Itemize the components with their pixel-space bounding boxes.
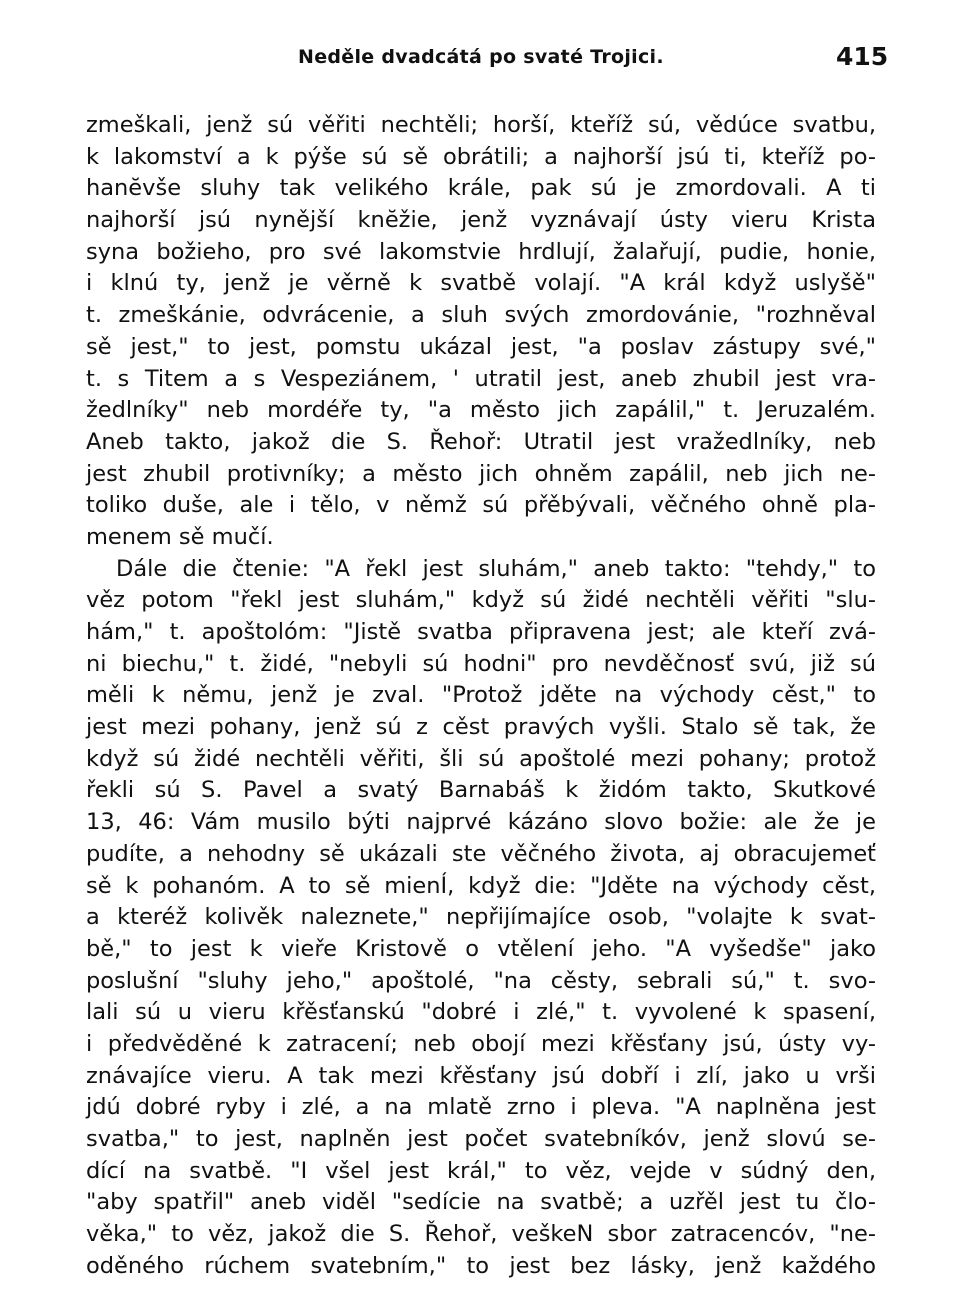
text-line: měli k němu, jenž je zval. "Protož jděte na východy cěst," to — [86, 682, 876, 709]
text-line: Dále die čtenie: "A řekl jest sluhám," aneb takto: "tehdy," to — [116, 555, 876, 582]
text-line: najhorší jsú nynější knĕžie, jenž vyznávají ústy vieru Krista — [86, 207, 876, 234]
text-line: jest mezi pohany, jenž sú z cěst pravých vyšli. Stalo sě tak, že — [86, 714, 876, 741]
running-title: Neděle dvadcátá po svaté Trojici. — [298, 46, 664, 68]
text-line: a kteréž kolivěk naleznete," nepřijímajíce osob, "volajte k svat- — [86, 904, 876, 931]
text-line: sě k pohanóm. A to sě mienÍ, když die: "Jděte na východy cěst, — [86, 872, 876, 899]
text-line: lali sú u vieru křěsťanskú "dobré i zlé," t. vyvolené k spasení, — [86, 999, 876, 1026]
text-line: i předvěděné k zatracení; neb obojí mezi křěsťany jsú, ústy vy- — [86, 1030, 876, 1057]
text-line: oděného rúchem svatebním," to jest bez lásky, jenž každého — [86, 1252, 876, 1279]
text-line: syna božieho, pro své lakomstvie hrdlují, žalařují, pudie, honie, — [86, 238, 876, 265]
text-line: t. zmeškánie, odvrácenie, a sluh svých zmordovánie, "rozhněval — [86, 302, 876, 329]
page-number: 415 — [836, 42, 889, 71]
text-line: k lakomství a k pýše sú sě obrátili; a najhorší jsú ti, kteříž po- — [86, 143, 876, 170]
text-line: 13, 46: Vám musilo býti najprvé kázáno slovo božie: ale že je — [86, 809, 876, 836]
text-line: svatba," to jest, naplněn jest počet svatebníkóv, jenž slovú se- — [86, 1126, 876, 1152]
text-line: zmeškali, jenž sú věřiti nechtěli; horší, kteříž sú, vědúce svatbu, — [86, 112, 876, 138]
text-line: ni biechu," t. židé, "nebyli sú hodni" pro nevděčnosť svú, již sú — [86, 650, 876, 677]
text-line: i klnú ty, jenž je věrně k svatbě volají. "A král když uslyšě" — [86, 270, 876, 297]
text-line: znávajíce vieru. A tak mezi křěsťany jsú dobří i zlí, jako u vrši — [86, 1062, 876, 1089]
text-line: hanĕvše sluhy tak velikého krále, pak sú je zmordovali. A ti — [86, 175, 876, 202]
text-line: bě," to jest k vieře Kristově o vtělení jeho. "A vyšedše" jako — [86, 935, 876, 962]
text-line: řekli sú S. Pavel a svatý Barnabáš k židóm takto, Skutkové — [86, 777, 876, 804]
text-line: sě jest," to jest, pomstu ukázal jest, "a poslav zástupy své," — [86, 333, 876, 360]
text-line: věz potom "řekl jest sluhám," když sú židé nechtěli věřiti "slu- — [86, 587, 876, 614]
text-line: menem sě mučí. — [86, 523, 274, 550]
body-text — [86, 110, 876, 1282]
text-line: "aby spatřil" aneb viděl "sedície na svatbě; a uzřěl jest tu člo- — [86, 1189, 876, 1216]
text-line: t. s Titem a s Vespeziánem, ' utratil jest, aneb zhubil jest vra- — [86, 365, 876, 392]
text-line: jdú dobré ryby i zlé, a na mlatě zrno i pleva. "A naplněna jest — [86, 1094, 876, 1121]
text-line: Aneb takto, jakož die S. Řehoř: Utratil jest vražedlníky, neb — [86, 428, 876, 455]
text-line: poslušní "sluhy jeho," apoštolé, "na cěsty, sebrali sú," t. svo- — [86, 967, 876, 994]
text-line: pudíte, a nehodny sě ukázali ste věčného života, aj obracujemeť — [86, 840, 876, 867]
text-line: toliko duše, ale i tělo, v němž sú přěbývali, věčného ohně pla- — [86, 492, 876, 519]
text-line: hám," t. apoštolóm: "Jistě svatba připravena jest; ale kteří zvá- — [86, 619, 876, 645]
text-line: jest zhubil protivníky; a město jich ohněm zapálil, neb jich ne- — [86, 460, 876, 487]
text-line: dící na svatbě. "I všel jest král," to věz, vejde v súdný den, — [86, 1157, 876, 1184]
running-head — [0, 40, 960, 80]
text-line: věka," to věz, jakož die S. Řehoř, veškeN sbor zatracencóv, "ne- — [86, 1221, 876, 1248]
text-line: žedlníky" neb mordéře ty, "a město jich zapálil," t. Jeruzalém. — [86, 397, 876, 424]
text-line: když sú židé nechtěli věřiti, šli sú apoštolé mezi pohany; protož — [86, 745, 876, 772]
